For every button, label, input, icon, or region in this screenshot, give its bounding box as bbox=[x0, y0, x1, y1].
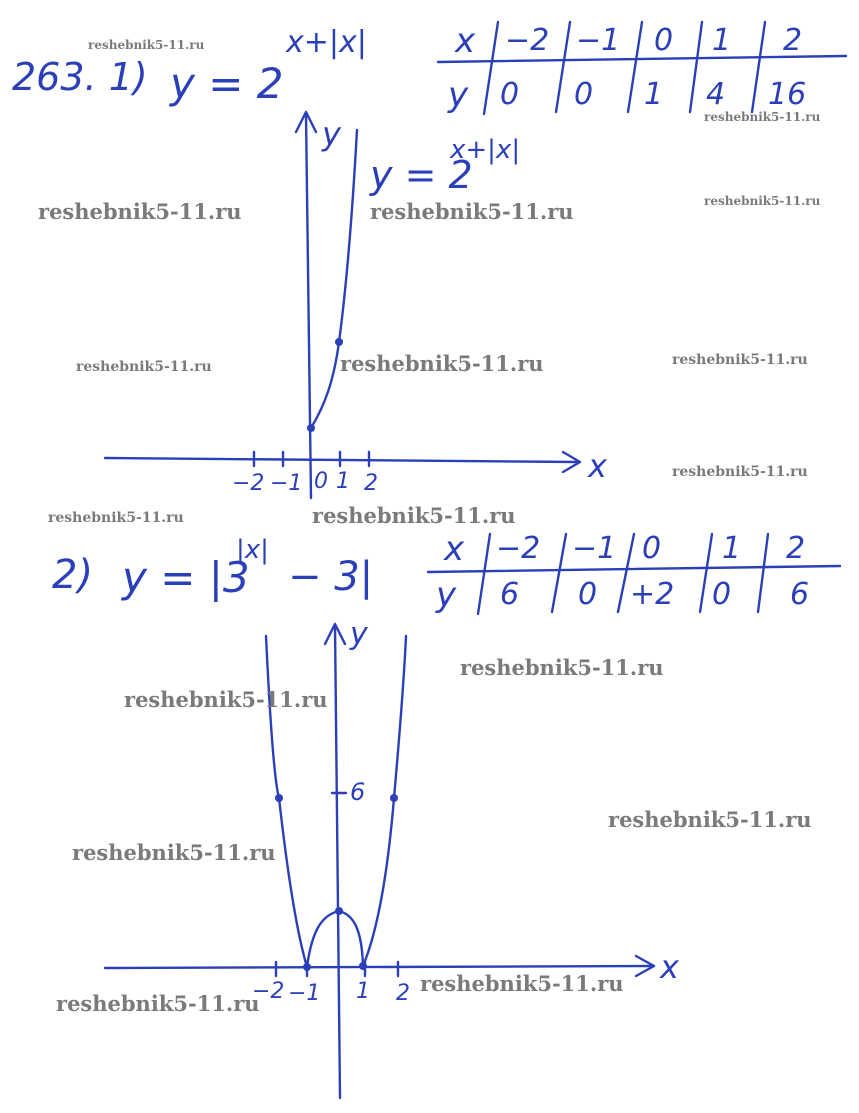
table-2-x-cell: 0 bbox=[642, 531, 662, 566]
graph-1-x-label: x bbox=[588, 447, 607, 485]
graph-2-curve-middle bbox=[307, 911, 363, 967]
table-2-x-cell: 2 bbox=[786, 531, 806, 566]
table-2-sep bbox=[700, 534, 712, 612]
table-1-sep bbox=[484, 22, 498, 114]
table-1-y-cell: 16 bbox=[768, 77, 807, 112]
table-1-sep bbox=[690, 22, 702, 112]
graph-2-y-label: y bbox=[350, 617, 368, 652]
table-1-x-cell: 0 bbox=[654, 23, 674, 58]
table-2-x-cell: −2 bbox=[496, 531, 541, 566]
watermark: reshebnik5-11.ru bbox=[460, 655, 664, 680]
graph-2-point bbox=[359, 962, 367, 970]
table-2-sep bbox=[758, 534, 768, 612]
watermark: reshebnik5-11.ru bbox=[672, 352, 808, 368]
table-1-sep bbox=[628, 22, 642, 112]
graph-2-x-label: x bbox=[660, 948, 679, 986]
watermark: reshebnik5-11.ru bbox=[38, 199, 242, 224]
watermark: reshebnik5-11.ru bbox=[48, 510, 184, 526]
value-table-1 bbox=[438, 21, 846, 115]
watermark: reshebnik5-11.ru bbox=[340, 351, 544, 376]
graph-1-y-axis bbox=[306, 115, 311, 498]
graph-1-tick-label: −1 bbox=[270, 471, 303, 496]
graph-2-point bbox=[303, 963, 311, 971]
value-table-2 bbox=[428, 529, 840, 615]
graph-1-tick-label: 2 bbox=[364, 471, 378, 496]
graph-2-curve-left bbox=[266, 636, 307, 967]
table-2-y-cell: 6 bbox=[790, 577, 810, 612]
watermark: reshebnik5-11.ru bbox=[56, 991, 260, 1016]
table-1-y-cell: 1 bbox=[644, 77, 664, 112]
table-2-y-cell: 6 bbox=[500, 577, 520, 612]
graph-2-point bbox=[390, 794, 398, 802]
table-1-x-cell: 2 bbox=[783, 23, 803, 58]
equation-1-exponent: x+|x| bbox=[286, 25, 367, 60]
watermark: reshebnik5-11.ru bbox=[312, 503, 516, 528]
table-2-y-cell: 0 bbox=[578, 577, 598, 612]
graph-2-y-axis bbox=[335, 626, 340, 1098]
graph-1-tick-label: 1 bbox=[336, 469, 350, 494]
watermark: reshebnik5-11.ru bbox=[88, 38, 205, 52]
problem-number: 263. 1) bbox=[12, 55, 148, 99]
table-1-sep bbox=[556, 22, 570, 112]
table-2-y-label: y bbox=[436, 575, 457, 615]
watermark: reshebnik5-11.ru bbox=[124, 687, 328, 712]
table-1-y-cell: 0 bbox=[500, 77, 520, 112]
table-1-x-cell: 1 bbox=[712, 23, 732, 58]
table-2-x-cell: −1 bbox=[572, 531, 617, 566]
graph-1-curve bbox=[311, 130, 357, 428]
table-1-x-cell: −2 bbox=[505, 23, 550, 58]
graph-2-curve-right bbox=[363, 636, 406, 966]
table-2-sep bbox=[552, 534, 566, 612]
equation-2-exponent: |x| bbox=[236, 535, 269, 565]
graph-2-point bbox=[335, 907, 343, 915]
table-2-y-cell: 0 bbox=[712, 577, 732, 612]
equation-2: y = |3 bbox=[122, 553, 250, 602]
table-2-x-label: x bbox=[444, 529, 465, 569]
graph-1-curve-label-exponent: x+|x| bbox=[450, 135, 521, 165]
graph-2-tick-label: 1 bbox=[356, 979, 370, 1004]
table-2-divider bbox=[428, 566, 840, 572]
graph-1-x-axis bbox=[105, 458, 578, 462]
part-2-label: 2) bbox=[52, 552, 94, 598]
graph-1-tick-label: 0 bbox=[314, 469, 328, 494]
graph-1-curve-label: y = 2 bbox=[370, 153, 473, 197]
graph-2-x-axis bbox=[105, 966, 652, 968]
table-1-x-label: x bbox=[455, 21, 476, 61]
graph-1 bbox=[105, 112, 608, 498]
table-1-y-label: y bbox=[448, 75, 469, 115]
graph-1-y-label: y bbox=[322, 115, 341, 153]
watermark: reshebnik5-11.ru bbox=[672, 464, 808, 480]
table-2-sep bbox=[478, 534, 490, 614]
graph-1-point bbox=[335, 338, 343, 346]
watermark: reshebnik5-11.ru bbox=[704, 194, 821, 208]
graph-1-tick-label: −2 bbox=[232, 471, 265, 496]
watermark: reshebnik5-11.ru bbox=[704, 110, 821, 124]
watermark: reshebnik5-11.ru bbox=[72, 840, 276, 865]
graph-2-tick-label: −2 bbox=[252, 979, 285, 1004]
watermark: reshebnik5-11.ru bbox=[608, 807, 812, 832]
graph-2-tick-label: −1 bbox=[288, 981, 321, 1006]
watermark: reshebnik5-11.ru bbox=[76, 359, 212, 375]
table-2-y-cell: +2 bbox=[630, 577, 675, 612]
table-1-sep bbox=[752, 22, 765, 112]
graph-1-point bbox=[307, 424, 315, 432]
equation-2-tail: − 3| bbox=[288, 554, 374, 600]
graph-2-tick-label: 2 bbox=[396, 981, 410, 1006]
watermark: reshebnik5-11.ru bbox=[420, 971, 624, 996]
equation-1: y = 2 bbox=[170, 59, 284, 108]
graph-2-point bbox=[275, 794, 283, 802]
graph-2-y-tick-label: 6 bbox=[350, 778, 366, 806]
table-1-y-cell: 0 bbox=[574, 77, 594, 112]
table-1-y-cell: 4 bbox=[706, 77, 726, 112]
table-1-x-cell: −1 bbox=[576, 23, 621, 58]
table-2-x-cell: 1 bbox=[722, 531, 742, 566]
watermark: reshebnik5-11.ru bbox=[370, 199, 574, 224]
